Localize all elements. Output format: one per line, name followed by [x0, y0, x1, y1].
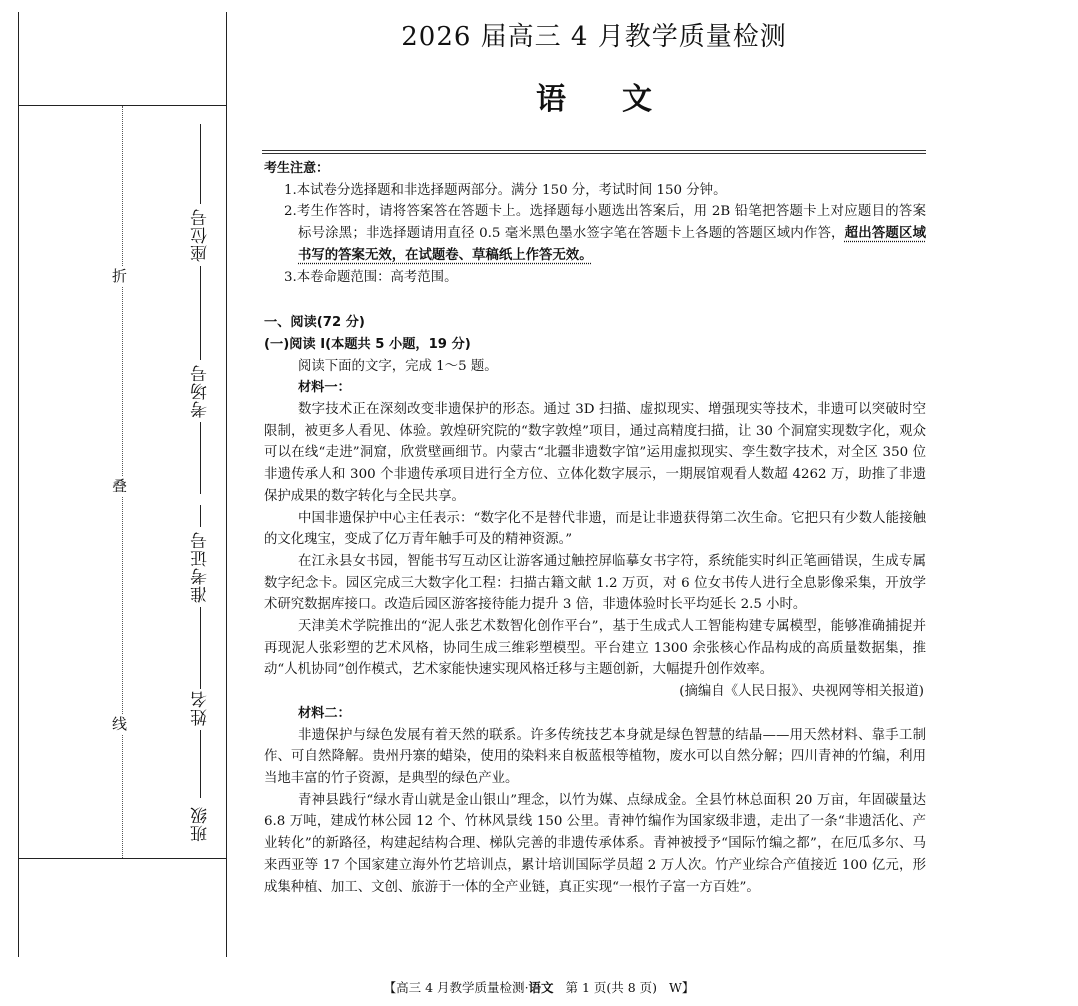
seat-number-label: 座位号	[190, 208, 211, 262]
exam-room-label: 考场号	[190, 364, 211, 418]
seat-number-field[interactable]	[188, 124, 212, 328]
page-footer	[0, 978, 1078, 996]
fold-char-3: 线	[112, 715, 128, 733]
material-2-paragraph: 非遗保护与绿色发展有着天然的联系。许多传统技艺本身就是绿色智慧的结晶——用天然材料、靠手工制作、可自然降解。贵州丹寨的蜡染，使用的染料来自板蓝根等植物，废水可以自然分解；四川青神的竹编，利用当地丰富的竹子资源，是典型的绿色产业。	[264, 727, 926, 786]
margin-inner-line	[226, 12, 227, 957]
subsection-heading: (一)阅读 Ⅰ(本题共 5 小题，19 分)	[264, 336, 471, 352]
subject-char-1: 语	[536, 82, 566, 117]
admission-ticket-field[interactable]	[188, 505, 212, 689]
subject-char-2: 文	[622, 82, 652, 117]
notice-item-3: 3.本卷命题范围：高考范围。	[284, 269, 458, 285]
footer-bracket-left: 【	[383, 980, 397, 995]
footer-page-number: 第 1 页(共 8 页)	[565, 980, 658, 995]
footer-bracket-right: 】	[681, 980, 695, 995]
name-field[interactable]	[188, 680, 212, 798]
name-label: 姓名	[190, 690, 211, 726]
footer-dot: ·	[524, 980, 529, 995]
notice-item-2	[264, 201, 926, 266]
material-1-label: 材料一：	[298, 380, 351, 396]
material-2-label: 材料二：	[298, 705, 351, 721]
material-1-paragraph: 在江永县女书园，智能书写互动区让游客通过触控屏临摹女书字符，系统能实时纠正笔画错误，生成专属数字纪念卡。园区完成三大数字化工程：扫描古籍文献 1.2 万页，对 6 位女书传人进行全息影像采集，开放学术研究数据库接口。改造后园区游客接待能力提升 3 倍，非遗体验时长平均延长 2.5 小时。	[264, 553, 926, 613]
section-heading: 一、阅读(72 分)	[264, 315, 365, 331]
material-1-source: (摘编自《人民日报》、央视网等相关报道)	[679, 684, 924, 700]
margin-outer-line	[18, 12, 19, 957]
footer-exam-name: 高三 4 月教学质量检测	[396, 980, 525, 995]
margin-bottom-divider	[18, 858, 226, 859]
notice-item-2-text: 2.考生作答时，请将答案答在答题卡上。选择题每小题选出答案后，用 2B 铅笔把答题卡上对应题目的答案标号涂黑；非选择题请用直径 0.5 毫米黑色墨水签字笔在答题卡上各题的答题区域内作答，	[284, 204, 926, 242]
notice-heading: 考生注意：	[264, 161, 330, 176]
admission-ticket-label: 准考证号	[190, 531, 211, 603]
material-1-paragraph: 天津美术学院推出的“泥人张艺术数智化创作平台”，基于生成式人工智能构建专属模型，能够准确捕捉并再现泥人张彩塑的艺术风格，协同生成三维彩塑模型。平台建立 1300 余张核心作品构成的高质量数据集，推动“人机协同”创作模式，艺术家能快速实现风格迁移与主题创新，大幅提升创作效率。	[264, 619, 926, 678]
reading-instruction: 阅读下面的文字，完成 1～5 题。	[298, 358, 498, 374]
class-field[interactable]	[188, 802, 212, 846]
header-rule-bottom	[262, 153, 926, 154]
fold-char-2: 叠	[112, 477, 128, 495]
notice-item-1: 1.本试卷分选择题和非选择题两部分。满分 150 分，考试时间 150 分钟。	[284, 182, 727, 198]
header-rule-top	[262, 150, 926, 151]
exam-room-field[interactable]	[188, 300, 212, 494]
subject-title	[262, 74, 926, 118]
exam-body	[264, 158, 926, 898]
class-label: 班级	[190, 806, 211, 842]
material-1-paragraph: 数字技术正在深刻改变非遗保护的形态。通过 3D 扫描、虚拟现实、增强现实等技术，非遗可以突破时空限制，被更多人看见、体验。敦煌研究院的“数字敦煌”项目，通过高精度扫描，让 30 个洞窟实现数字化，观众可以在线“走进”洞窟，欣赏壁画细节。内蒙古“北疆非遗数字馆”运用虚拟现实、孪生数字技术，对全区 350 位非遗传承人和 300 个非遗传承项目进行全方位、立体化数字展示，一期展馆观看人数超 4262 万，助推了非遗保护成果的数字转化与全民共享。	[264, 402, 926, 504]
exam-title: 2026 届高三 4 月教学质量检测	[401, 22, 787, 52]
material-1-paragraph: 中国非遗保护中心主任表示：“数字化不是替代非遗，而是让非遗获得第二次生命。它把只有少数人能接触的文化瑰宝，变成了亿万青年触手可及的精神资源。”	[264, 510, 926, 548]
fold-char-1: 折	[112, 267, 128, 285]
material-2-paragraph: 青神县践行“绿水青山就是金山银山”理念，以竹为媒、点绿成金。全县竹林总面积 20 万亩，年固碳量达 6.8 万吨，建成竹林公园 12 个、竹林风景线 150 公里。青神竹编作为国家级非遗，走出了一条“非遗活化、产业转化”的新路径，构建起结构合理、梯队完善的非遗传承体系。青神被授予“国际竹编之都”，在厄瓜多尔、马来西亚等 17 个国家建立海外竹艺培训点，累计培训国际学员超 2 万人次。竹产业综合产值接近 100 亿元，形成集种植、加工、文创、旅游于一体的全产业链，真正实现“一根竹子富一方百姓”。	[264, 792, 926, 895]
notice-emphasis: 超出答题区域书写的答案无效，在试题卷、草稿纸上作答无效。	[298, 226, 926, 263]
footer-code: W	[668, 980, 682, 995]
footer-subject: 语文	[528, 980, 554, 995]
